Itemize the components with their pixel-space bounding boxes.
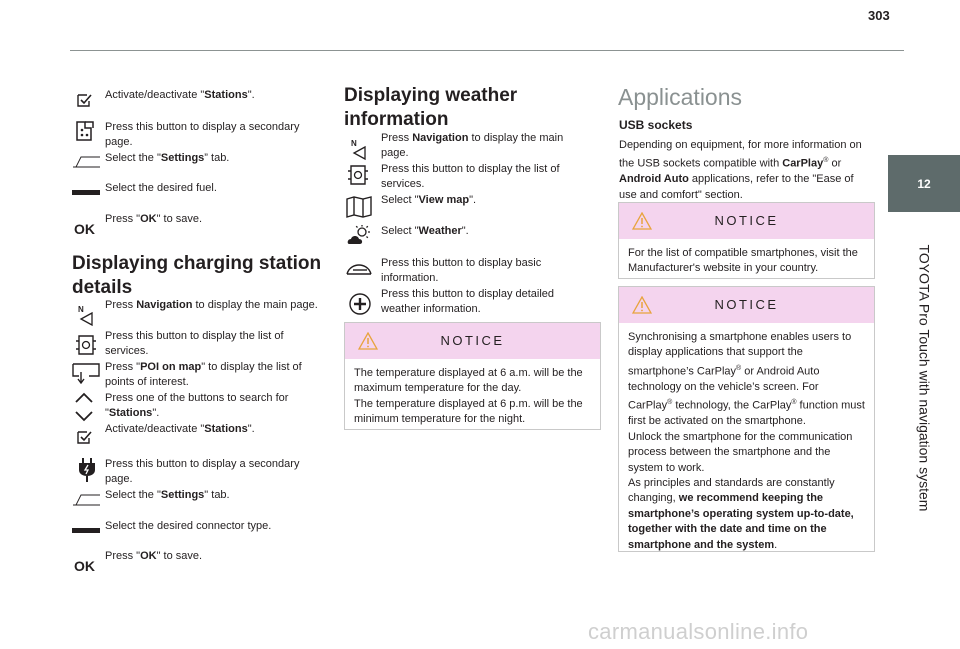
- notice-body: For the list of compatible smartphones, visit the Manufacturer's website in your country.: [628, 247, 858, 275]
- poi-on-map-text: Press "POI on map" to display the list of points of interest.: [105, 361, 302, 389]
- checkbox-icon: [76, 92, 96, 108]
- settings-tab-icon: [72, 493, 102, 507]
- charging-settings-text: Select the "Settings" tab.: [105, 489, 230, 501]
- applications-icon: [73, 333, 99, 359]
- select-fuel-text: Select the desired fuel.: [105, 182, 217, 194]
- applications-icon: [345, 163, 371, 189]
- charging-activate-text: Activate/deactivate "Stations".: [105, 423, 255, 435]
- notice-header: [619, 287, 874, 323]
- plus-circle-icon: [348, 292, 372, 316]
- activate-stations-text: Activate/deactivate "Stations".: [105, 89, 255, 101]
- plug-icon: [76, 457, 98, 483]
- charging-nav-text: Press Navigation to display the main page.: [105, 299, 318, 311]
- ok-icon: OK: [74, 221, 95, 237]
- bar-icon: [72, 528, 100, 534]
- select-weather-text: Select "Weather".: [381, 225, 469, 237]
- svg-text:N: N: [78, 305, 84, 314]
- map-icon: [345, 195, 373, 219]
- side-title: TOYOTA Pro Touch with navigation system: [916, 244, 932, 512]
- notice-label: NOTICE: [440, 333, 505, 348]
- temperature-icon: [345, 262, 373, 276]
- navigation-icon: [349, 138, 369, 162]
- svg-text:N: N: [351, 139, 357, 148]
- settings-tab-icon: [72, 155, 102, 169]
- chevron-up-icon: [74, 392, 94, 404]
- compat-notice: [618, 202, 875, 279]
- usb-paragraph: Depending on equipment, for more information on the USB sockets compatible with CarPlay® or Android Auto applications, refer to the "Ease of use and comfort" section.: [619, 139, 862, 201]
- weather-notice: [344, 322, 601, 430]
- search-stations-text: Press one of the buttons to search for "Stations".: [105, 392, 289, 420]
- notice-header: [345, 323, 600, 359]
- basic-info-text: Press this button to display basic information.: [381, 257, 542, 285]
- sync-notice: [618, 286, 875, 552]
- checkbox-icon: [76, 429, 96, 445]
- navigation-icon: [76, 304, 96, 328]
- ok-icon: OK: [74, 558, 95, 574]
- weather-services-text: Press this button to display the list of services.: [381, 163, 560, 191]
- weather-nav-text: Press Navigation to display the main page.: [381, 132, 564, 160]
- charging-heading: Displaying charging station details: [72, 253, 322, 298]
- select-settings-text: Select the "Settings” tab.: [105, 152, 230, 164]
- charging-services-text: Press this button to display the list of services.: [105, 330, 284, 358]
- chevron-down-icon: [74, 410, 94, 422]
- notice-body: Synchronising a smartphone enables users to display applications that support the smartphone’s CarPlay® or Android Auto technology on the vehicle’s screen. For CarPlay® technology, the CarPlay® function must first be activated on the smartphone. Unlock the smartphone for the communication process between the smartphone and the system to work. As principles and standards are constantly changing, we recommend keeping the smartphone’s operating system up-to-date, together with the date and time on the smartphone and the system.: [628, 331, 865, 551]
- page-number: 303: [868, 8, 890, 23]
- chapter-tab[interactable]: 12: [888, 155, 960, 212]
- weather-heading: Displaying weather information: [344, 85, 518, 130]
- notice-body: The temperature displayed at 6 a.m. will be the maximum temperature for the day. The temperature displayed at 6 p.m. will be the minimum temperature for the night.: [354, 367, 583, 426]
- poi-icon: [71, 362, 101, 384]
- weather-icon: [345, 224, 373, 248]
- detailed-info-text: Press this button to display detailed weather information.: [381, 288, 555, 316]
- charging-ok-text: Press "OK" to save.: [105, 550, 203, 562]
- top-rule: [70, 50, 904, 51]
- watermark: carmanualsonline.info: [588, 619, 809, 644]
- notice-header: [619, 203, 874, 239]
- select-connector-text: Select the desired connector type.: [105, 520, 272, 532]
- notice-label: NOTICE: [714, 213, 779, 228]
- map-layers-icon: [73, 118, 99, 144]
- press-secondary-text: Press this button to display a secondary page.: [105, 121, 300, 149]
- usb-heading: USB sockets: [619, 118, 693, 132]
- bar-icon: [72, 190, 100, 196]
- charging-secondary-text: Press this button to display a secondary page.: [105, 458, 300, 486]
- view-map-text: Select "View map".: [381, 194, 477, 206]
- notice-label: NOTICE: [714, 297, 779, 312]
- applications-heading: Applications: [618, 84, 743, 110]
- press-ok-text: Press "OK" to save.: [105, 213, 203, 225]
